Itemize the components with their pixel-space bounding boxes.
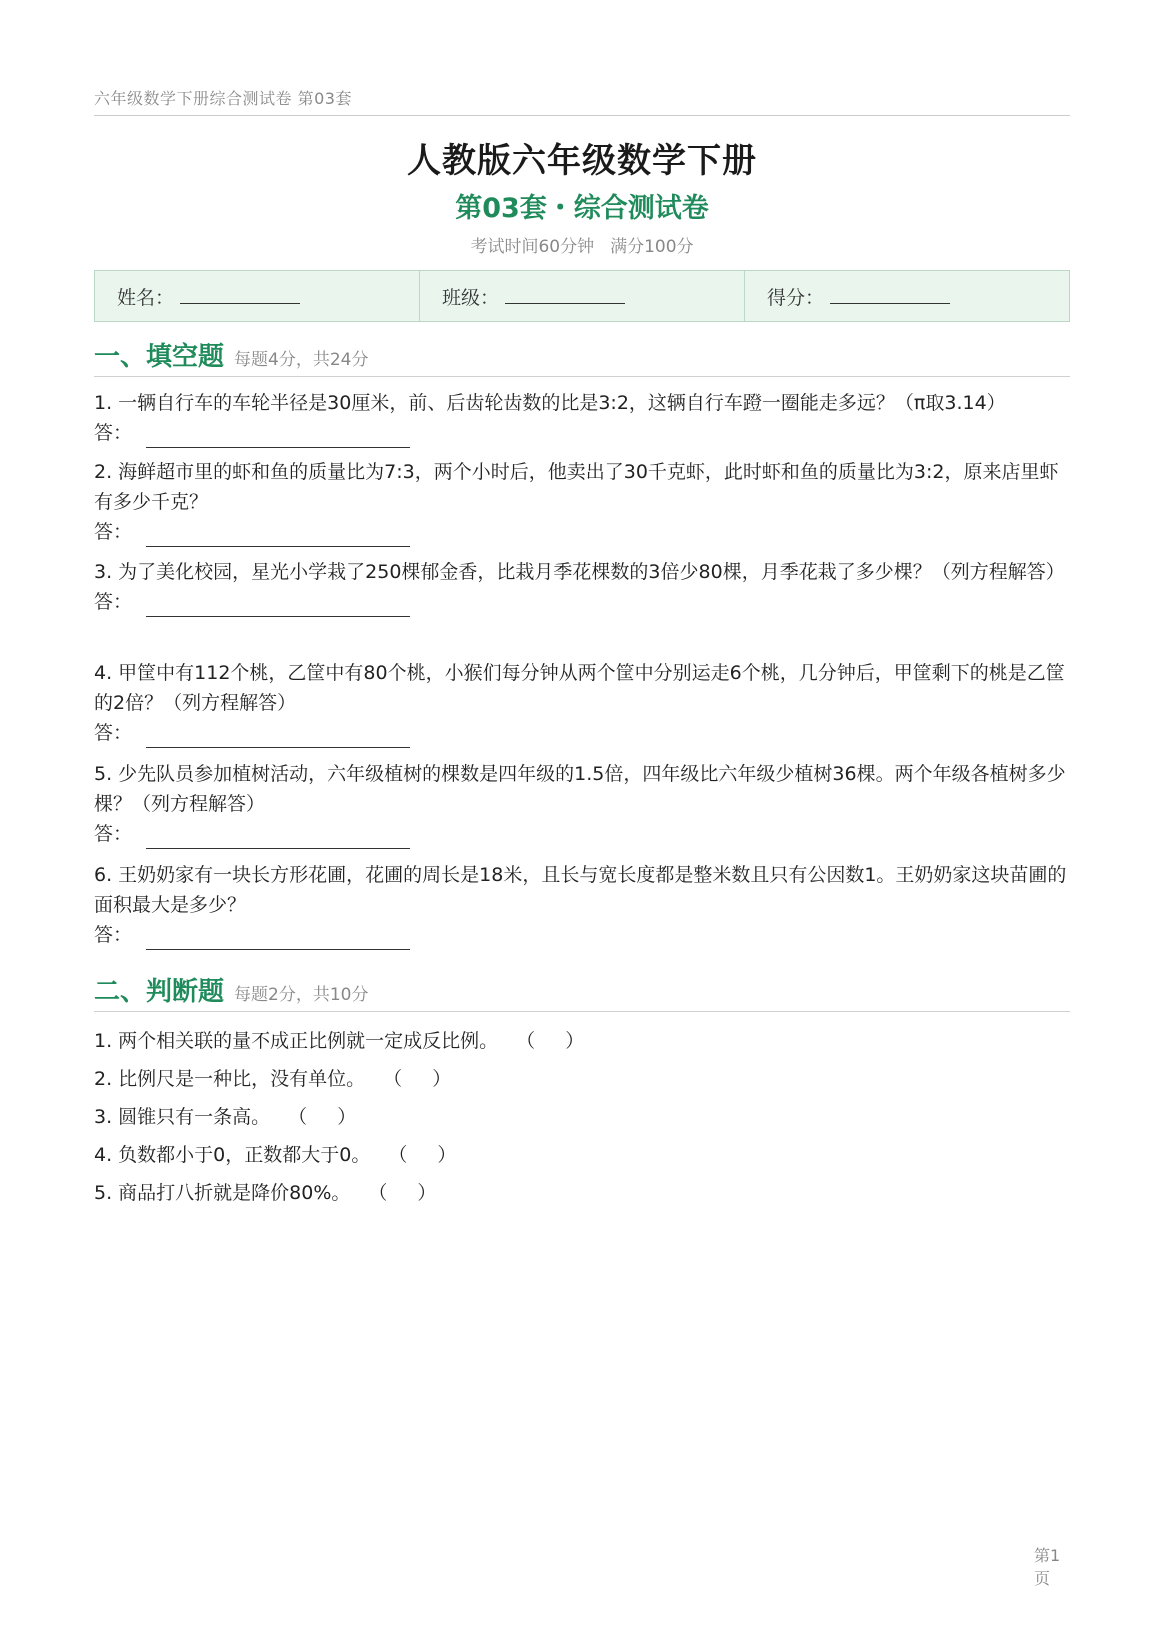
answer-row [94,418,1070,448]
answer-label: 答： [94,823,133,845]
class-field[interactable] [505,289,625,304]
question-5 [94,759,1070,849]
open-bracket: （ [388,1144,408,1166]
close-bracket: ） [437,1144,457,1166]
question-text: 4. 甲筐中有112个桃，乙筐中有80个桃，小猴们每分钟从两个筐中分别运走6个桃，几分钟后，甲筐剩下的桃是乙筐的2倍？（列方程解答） [94,662,1065,714]
answer-field[interactable] [146,826,410,849]
question-6 [94,860,1070,950]
question-2 [94,457,1070,547]
question-1 [94,388,1070,448]
exam-full-score: 满分100分 [610,237,694,257]
class-cell [420,271,745,321]
judge-item-1 [94,1026,584,1056]
answer-label: 答： [94,924,133,946]
name-cell [95,271,420,321]
running-header: 六年级数学下册综合测试卷 第03套 [94,89,352,108]
answer-row [94,920,1070,950]
header-divider [94,115,1070,116]
class-label: 班级： [442,286,500,309]
answer-field[interactable] [146,927,410,950]
question-3 [94,557,1070,617]
student-info-box [94,270,1070,322]
score-field[interactable] [830,289,950,304]
exam-page [94,0,1070,1638]
section-title: 二、判断题 [94,977,225,1007]
judge-item-2 [94,1064,451,1094]
close-bracket: ） [337,1106,357,1128]
section-title: 一、填空题 [94,342,225,372]
page-title: 人教版六年级数学下册 [407,141,757,181]
page-subtitle: 第03套・综合测试卷 [455,193,709,224]
judge-text: 4. 负数都小于0，正数都大于0。 [94,1144,371,1166]
answer-row [94,718,1070,748]
question-text: 1. 一辆自行车的车轮半径是30厘米，前、后齿轮齿数的比是3:2，这辆自行车蹬一圈能走多远？（π取3.14） [94,392,1006,414]
answer-bracket[interactable] [383,1064,451,1094]
section-true-false-header [94,971,1070,1012]
judge-text: 1. 两个相关联的量不成正比例就一定成反比例。 [94,1030,499,1052]
judge-item-5 [94,1178,436,1208]
score-label: 得分： [767,286,825,309]
answer-field[interactable] [146,425,410,448]
answer-bracket[interactable] [388,1140,456,1170]
answer-row [94,587,1070,617]
answer-row [94,819,1070,849]
open-bracket: （ [368,1182,388,1204]
judge-item-3 [94,1102,356,1132]
judge-item-4 [94,1140,456,1170]
answer-label: 答： [94,521,133,543]
answer-row [94,517,1070,547]
answer-label: 答： [94,722,133,744]
question-text: 6. 王奶奶家有一块长方形花圃，花圃的周长是18米，且长与宽长度都是整米数且只有公因数1。王奶奶家这块苗圃的面积最大是多少？ [94,864,1067,916]
question-text: 5. 少先队员参加植树活动，六年级植树的棵数是四年级的1.5倍，四年级比六年级少植树36棵。两个年级各植树多少棵？（列方程解答） [94,763,1066,815]
name-label: 姓名： [117,286,175,309]
judge-text: 2. 比例尺是一种比，没有单位。 [94,1068,366,1090]
page-number: 第1页 [1034,1546,1061,1588]
open-bracket: （ [383,1068,403,1090]
close-bracket: ） [565,1030,585,1052]
judge-text: 3. 圆锥只有一条高。 [94,1106,271,1128]
exam-time: 考试时间60分钟 [470,237,595,257]
question-4 [94,658,1070,748]
close-bracket: ） [417,1182,437,1204]
section-fill-in-header [94,336,1070,377]
answer-label: 答： [94,422,133,444]
score-cell [745,271,1069,321]
open-bracket: （ [288,1106,308,1128]
answer-field[interactable] [146,524,410,547]
name-field[interactable] [180,289,300,304]
answer-field[interactable] [146,725,410,748]
question-text: 2. 海鲜超市里的虾和鱼的质量比为7:3，两个小时后，他卖出了30千克虾，此时虾和鱼的质量比为3:2，原来店里虾有多少千克？ [94,461,1059,513]
answer-bracket[interactable] [368,1178,436,1208]
section-note: 每题4分，共24分 [234,350,369,370]
judge-text: 5. 商品打八折就是降价80%。 [94,1182,351,1204]
answer-bracket[interactable] [288,1102,356,1132]
question-text: 3. 为了美化校园，星光小学栽了250棵郁金香，比栽月季花棵数的3倍少80棵，月季花栽了多少棵？（列方程解答） [94,561,1065,583]
answer-bracket[interactable] [516,1026,584,1056]
answer-label: 答： [94,591,133,613]
section-note: 每题2分，共10分 [234,985,369,1005]
answer-field[interactable] [146,594,410,617]
open-bracket: （ [516,1030,536,1052]
exam-meta [94,232,1070,257]
close-bracket: ） [432,1068,452,1090]
